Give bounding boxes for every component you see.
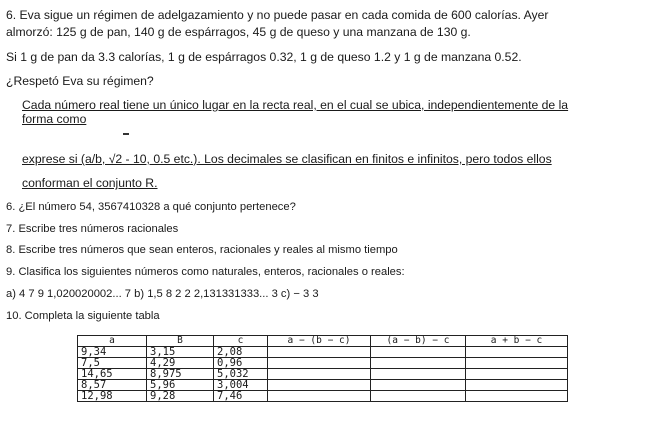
header-a-minus-b-minus-c: a − (b − c): [268, 336, 371, 347]
answer-cell[interactable]: [371, 369, 466, 380]
answer-cell[interactable]: [371, 358, 466, 369]
cell-a: 12,98: [78, 391, 147, 402]
cell-a: 9,34: [78, 347, 147, 358]
cell-a: 14,65: [78, 369, 147, 380]
cell-c: 3,004: [214, 380, 268, 391]
table-row: [78, 358, 568, 369]
answer-cell[interactable]: [466, 358, 568, 369]
cell-b: 5,96: [147, 380, 214, 391]
header-a-plus-b-minus-c: a + b − c: [466, 336, 568, 347]
cell-c: 2,08: [214, 347, 268, 358]
table-row: [78, 347, 568, 358]
answer-cell[interactable]: [371, 347, 466, 358]
cell-c: 0,96: [214, 358, 268, 369]
question-9: 9. Clasifica los siguientes números como naturales, enteros, racionales o reales:: [6, 266, 405, 278]
paragraph-line2: forma como: [22, 112, 87, 126]
answer-cell[interactable]: [466, 369, 568, 380]
header-a: a: [78, 336, 147, 347]
cell-c: 7,46: [214, 391, 268, 402]
answer-cell[interactable]: [268, 391, 371, 402]
table-header-row: [78, 336, 568, 347]
question-6: 6. ¿El número 54, 3567410328 a qué conjunto pertenece?: [6, 201, 296, 213]
answer-cell[interactable]: [268, 347, 371, 358]
answer-cell[interactable]: [466, 391, 568, 402]
answer-cell[interactable]: [371, 380, 466, 391]
question-10: 10. Completa la siguiente tabla: [6, 310, 160, 322]
answer-cell[interactable]: [268, 358, 371, 369]
table-row: [78, 369, 568, 380]
paragraph-line1: Cada número real tiene un único lugar en la recta real, en el cual se ubica, independientemente de la: [22, 98, 569, 112]
paragraph-line4-set: conjunto R.: [95, 176, 158, 190]
answer-cell[interactable]: [268, 380, 371, 391]
problem6-question: ¿Respetó Eva su régimen?: [6, 74, 154, 88]
header-a-minus-b-then-minus-c: (a − b) − c: [371, 336, 466, 347]
cell-b: 9,28: [147, 391, 214, 402]
table-row: [78, 391, 568, 402]
paragraph-line3: exprese si (a/b, √2 - 10, 0.5 etc.). Los decimales se clasifican en finitos e infinitos, pero todos ellos: [22, 152, 552, 166]
header-c: c: [214, 336, 268, 347]
answer-cell[interactable]: [466, 347, 568, 358]
cell-b: 4,29: [147, 358, 214, 369]
paragraph-line4: [22, 176, 158, 190]
answer-cell[interactable]: [371, 391, 466, 402]
problem6-line1: 6. Eva sigue un régimen de adelgazamiento y no puede pasar en cada comida de 600 calorías. Ayer: [6, 8, 549, 22]
question-9-items: a) 4 7 9 1,020020002... 7 b) 1,5 8 2 2 2,131331333... 3 c) − 3 3: [6, 288, 319, 300]
cell-c: 5,032: [214, 369, 268, 380]
problem6-line3: Si 1 g de pan da 3.3 calorías, 1 g de espárragos 0.32, 1 g de queso 1.2 y 1 g de manzana 0.52.: [6, 50, 522, 64]
cell-b: 3,15: [147, 347, 214, 358]
operations-table: [77, 335, 568, 402]
table-row: [78, 380, 568, 391]
paragraph-line4-start: conforman el: [22, 176, 96, 190]
cell-b: 8,975: [147, 369, 214, 380]
question-8: 8. Escribe tres números que sean enteros, racionales y reales al mismo tiempo: [6, 244, 398, 256]
answer-cell[interactable]: [268, 369, 371, 380]
answer-cell[interactable]: [466, 380, 568, 391]
cell-a: 8,57: [78, 380, 147, 391]
header-b: B: [147, 336, 214, 347]
problem6-line2: almorzó: 125 g de pan, 140 g de espárragos, 45 g de queso y una manzana de 130 g.: [6, 25, 471, 39]
question-7: 7. Escribe tres números racionales: [6, 223, 179, 235]
cell-a: 7,5: [78, 358, 147, 369]
overline-mark: [123, 133, 129, 135]
